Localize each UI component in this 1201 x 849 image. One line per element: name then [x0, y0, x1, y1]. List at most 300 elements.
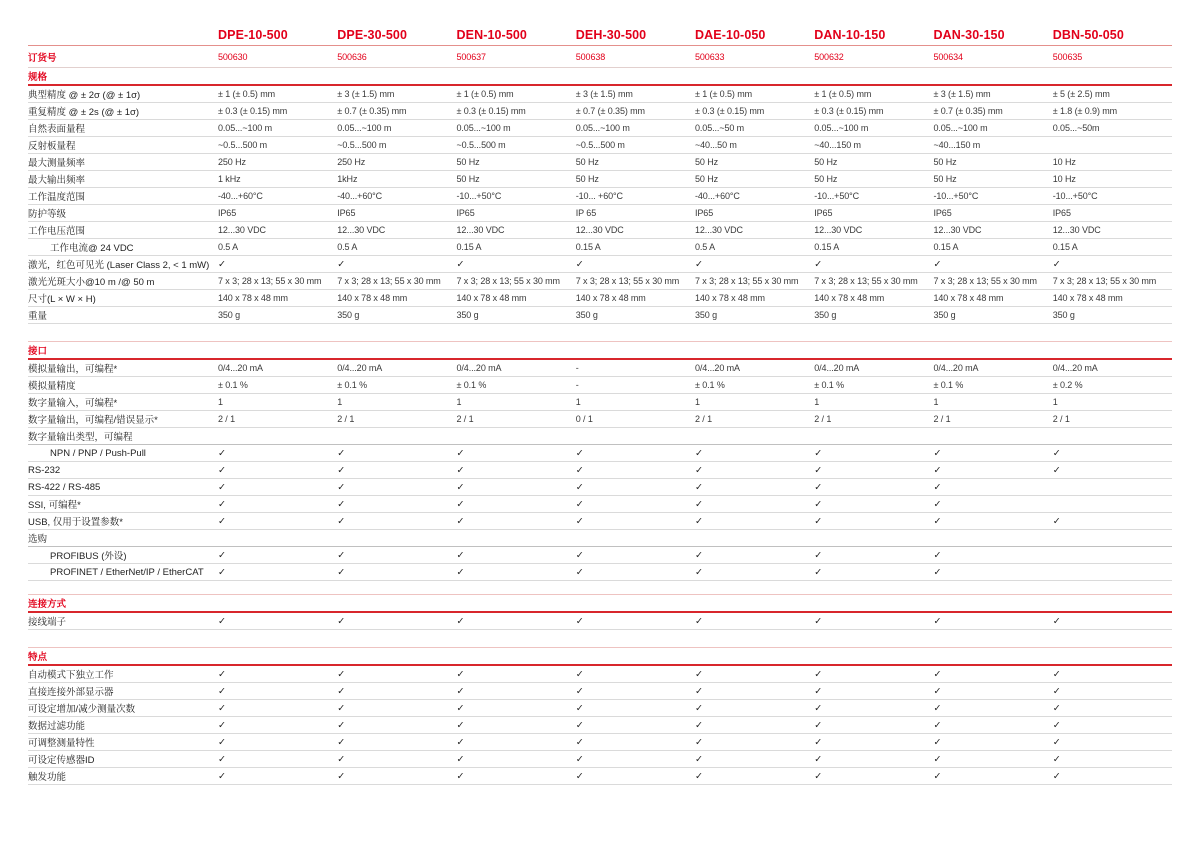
spec-value: ~40...150 m: [814, 140, 861, 150]
section-title: 特点: [28, 652, 48, 663]
spec-value: 0/4...20 mA: [695, 363, 740, 373]
spec-value: ± 0.3 (± 0.15) mm: [218, 106, 288, 116]
check-icon: ✓: [337, 702, 346, 714]
spec-value: 10 Hz: [1052, 174, 1076, 184]
spec-value: 1: [1052, 397, 1058, 407]
spec-value: 1 kHz: [218, 174, 241, 184]
spec-value: 0.05...~50 m: [695, 123, 745, 133]
check-icon: ✓: [337, 498, 346, 510]
spec-value: IP65: [456, 208, 475, 218]
check-icon: ✓: [456, 566, 465, 578]
check-icon: ✓: [695, 515, 703, 527]
spec-value: -: [575, 380, 579, 390]
check-icon: ✓: [456, 753, 465, 765]
section-title-row: [28, 342, 1172, 360]
row-label: PROFINET / EtherNet/IP / EtherCAT: [50, 566, 204, 578]
table-row: [28, 547, 1172, 564]
spec-value: 2 / 1: [337, 414, 355, 424]
row-label: 重复精度 @ ± 2s (@ ± 1σ): [28, 107, 140, 118]
spec-value: ± 0.1 %: [814, 380, 845, 390]
check-icon: ✓: [456, 258, 465, 270]
spec-value: -40...+60°C: [337, 191, 383, 201]
check-icon: ✓: [695, 615, 703, 627]
spec-value: ± 0.3 (± 0.15) mm: [456, 106, 526, 116]
check-icon: ✓: [575, 736, 584, 748]
spec-value: 250 Hz: [218, 157, 246, 167]
check-icon: ✓: [456, 447, 465, 459]
row-label: 典型精度 @ ± 2σ (@ ± 1σ): [28, 90, 141, 101]
spec-value: 12...30 VDC: [456, 225, 505, 235]
spec-value: 140 x 78 x 48 mm: [933, 293, 1004, 303]
spec-value: 2 / 1: [456, 414, 474, 424]
spec-value: IP65: [1052, 208, 1071, 218]
check-icon: ✓: [1052, 702, 1061, 714]
spec-value: ± 0.2 %: [1052, 380, 1083, 390]
spec-value: 140 x 78 x 48 mm: [814, 293, 885, 303]
check-icon: ✓: [814, 770, 823, 782]
check-icon: ✓: [695, 770, 703, 782]
spec-value: 0.15 A: [575, 242, 601, 252]
spec-value: 2 / 1: [814, 414, 832, 424]
table-row: [28, 768, 1172, 785]
model-column-header: DPE-10-500: [218, 28, 288, 42]
spec-value: 140 x 78 x 48 mm: [218, 293, 288, 303]
check-icon: ✓: [575, 258, 584, 270]
check-icon: ✓: [456, 736, 465, 748]
check-icon: ✓: [337, 753, 346, 765]
check-icon: ✓: [695, 685, 703, 697]
check-icon: ✓: [575, 464, 584, 476]
spec-value: ± 0.7 (± 0.35) mm: [933, 106, 1003, 116]
model-header-row: [28, 28, 1172, 46]
check-icon: ✓: [337, 447, 346, 459]
check-icon: ✓: [695, 481, 703, 493]
spec-value: 0.05...~100 m: [933, 123, 988, 133]
section: [28, 341, 1172, 581]
order-number: 500638: [575, 51, 606, 62]
check-icon: ✓: [814, 736, 823, 748]
spec-value: 12...30 VDC: [814, 225, 863, 235]
check-icon: ✓: [814, 515, 823, 527]
check-icon: ✓: [1052, 719, 1061, 731]
row-label: 工作温度范围: [28, 192, 86, 203]
spec-value: ± 3 (± 1.5) mm: [337, 89, 395, 99]
table-row: [28, 377, 1172, 394]
check-icon: ✓: [575, 566, 584, 578]
section: [28, 68, 1172, 324]
row-label: 最大输出频率: [28, 175, 86, 186]
spec-value: ± 0.7 (± 0.35) mm: [575, 106, 645, 116]
spec-value: 0/4...20 mA: [218, 363, 263, 373]
spec-value: 50 Hz: [814, 157, 838, 167]
spec-value: 7 x 3; 28 x 13; 55 x 30 mm: [1052, 276, 1157, 286]
table-row: [28, 445, 1172, 462]
spec-value: ± 0.1 %: [695, 380, 725, 390]
spec-value: 140 x 78 x 48 mm: [1052, 293, 1123, 303]
row-label: 可调整测量特性: [28, 738, 95, 749]
spec-value: IP65: [337, 208, 356, 218]
spec-value: 0.05...~100 m: [337, 123, 392, 133]
check-icon: ✓: [1052, 464, 1061, 476]
spec-value: 50 Hz: [933, 174, 957, 184]
check-icon: ✓: [933, 615, 942, 627]
spec-value: 12...30 VDC: [575, 225, 624, 235]
spec-value: ~0.5...500 m: [337, 140, 387, 150]
check-icon: ✓: [814, 258, 823, 270]
check-icon: ✓: [1052, 685, 1061, 697]
check-icon: ✓: [575, 615, 584, 627]
spec-value: ~0.5...500 m: [456, 140, 506, 150]
spec-value: 1kHz: [337, 174, 358, 184]
spec-value: 1: [695, 397, 700, 407]
spec-value: 250 Hz: [337, 157, 366, 167]
check-icon: ✓: [575, 770, 584, 782]
spec-value: 350 g: [1052, 310, 1075, 320]
check-icon: ✓: [218, 702, 226, 714]
order-number: 500635: [1052, 51, 1083, 62]
spec-value: -10... +60°C: [575, 191, 623, 201]
check-icon: ✓: [337, 615, 346, 627]
spec-sheet-table: [28, 28, 1172, 785]
row-label: 选购: [28, 534, 48, 545]
check-icon: ✓: [933, 566, 942, 578]
row-label: 激光光斑大小@10 m /@ 50 m: [28, 277, 155, 288]
check-icon: ✓: [218, 549, 226, 561]
check-icon: ✓: [933, 258, 942, 270]
model-column-header: DEH-30-500: [575, 28, 647, 42]
row-label: 直接连接外部显示器: [28, 687, 114, 698]
check-icon: ✓: [337, 566, 346, 578]
order-number: 500632: [814, 51, 844, 62]
check-icon: ✓: [814, 719, 823, 731]
section-title-row: [28, 595, 1172, 613]
check-icon: ✓: [695, 753, 703, 765]
spec-value: 1: [814, 397, 820, 407]
check-icon: ✓: [814, 753, 823, 765]
spec-value: ± 0.1 %: [456, 380, 487, 390]
spec-value: 12...30 VDC: [933, 225, 982, 235]
spec-value: 10 Hz: [1052, 157, 1076, 167]
spec-value: 350 g: [456, 310, 479, 320]
spec-value: 50 Hz: [575, 157, 599, 167]
spec-value: 12...30 VDC: [218, 225, 266, 235]
row-label: SSI, 可编程*: [28, 500, 81, 511]
check-icon: ✓: [695, 549, 703, 561]
spec-value: 2 / 1: [933, 414, 951, 424]
check-icon: ✓: [337, 464, 346, 476]
table-row: [28, 428, 1172, 445]
check-icon: ✓: [695, 258, 703, 270]
spec-value: 1: [218, 397, 223, 407]
spec-value: ± 1 (± 0.5) mm: [218, 89, 275, 99]
spec-value: 0.5 A: [337, 242, 358, 252]
check-icon: ✓: [575, 668, 584, 680]
spec-value: IP65: [218, 208, 237, 218]
spec-value: 0.05...~100 m: [814, 123, 869, 133]
row-label: NPN / PNP / Push-Pull: [50, 447, 146, 459]
spec-value: IP65: [933, 208, 952, 218]
check-icon: ✓: [933, 753, 942, 765]
check-icon: ✓: [933, 668, 942, 680]
check-icon: ✓: [337, 685, 346, 697]
table-row: [28, 239, 1172, 256]
table-row: [28, 411, 1172, 428]
spec-value: ± 0.3 (± 0.15) mm: [695, 106, 765, 116]
order-number: 500634: [933, 51, 963, 62]
check-icon: ✓: [575, 719, 584, 731]
table-row: [28, 103, 1172, 120]
table-row: [28, 222, 1172, 239]
check-icon: ✓: [933, 464, 942, 476]
row-label: 数字量输出类型，可编程: [28, 432, 133, 443]
check-icon: ✓: [218, 447, 226, 459]
check-icon: ✓: [933, 719, 942, 731]
spec-value: 0.5 A: [695, 242, 716, 252]
order-number: 500633: [695, 51, 725, 62]
spec-value: 1: [337, 397, 343, 407]
check-icon: ✓: [575, 515, 584, 527]
spec-value: 50 Hz: [695, 174, 719, 184]
check-icon: ✓: [814, 702, 823, 714]
row-label: 重量: [28, 311, 48, 322]
spec-value: ~0.5...500 m: [575, 140, 625, 150]
section-title-row: [28, 68, 1172, 86]
row-label: 可设定传感器ID: [28, 755, 95, 766]
check-icon: ✓: [933, 515, 942, 527]
row-label: 反射板量程: [28, 141, 76, 152]
row-label: 数字量输入，可编程*: [28, 398, 118, 409]
spec-value: 12...30 VDC: [1052, 225, 1101, 235]
spec-value: 0.05...~100 m: [218, 123, 272, 133]
spec-value: 350 g: [695, 310, 718, 320]
spec-value: ~0.5...500 m: [218, 140, 268, 150]
spec-value: 7 x 3; 28 x 13; 55 x 30 mm: [695, 276, 799, 286]
check-icon: ✓: [337, 719, 346, 731]
section-title: 接口: [28, 346, 48, 357]
spec-value: ± 3 (± 1.5) mm: [933, 89, 991, 99]
table-row: [28, 154, 1172, 171]
check-icon: ✓: [933, 447, 942, 459]
spec-value: 350 g: [814, 310, 837, 320]
check-icon: ✓: [218, 736, 226, 748]
spec-value: 50 Hz: [814, 174, 838, 184]
spec-value: ± 0.3 (± 0.15) mm: [814, 106, 884, 116]
check-icon: ✓: [218, 770, 226, 782]
spec-value: 7 x 3; 28 x 13; 55 x 30 mm: [218, 276, 322, 286]
model-column-header: DAN-30-150: [933, 28, 1005, 42]
check-icon: ✓: [1052, 736, 1061, 748]
spec-value: ~40...50 m: [695, 140, 737, 150]
spec-value: 350 g: [337, 310, 360, 320]
table-row: [28, 360, 1172, 377]
row-label: RS-422 / RS-485: [28, 481, 101, 493]
check-icon: ✓: [456, 549, 465, 561]
check-icon: ✓: [1052, 770, 1061, 782]
check-icon: ✓: [218, 719, 226, 731]
spec-value: ± 3 (± 1.5) mm: [575, 89, 633, 99]
row-label: PROFIBUS (外设): [50, 551, 127, 562]
table-row: [28, 683, 1172, 700]
check-icon: ✓: [337, 668, 346, 680]
order-number: 500636: [337, 51, 367, 62]
table-row: [28, 479, 1172, 496]
check-icon: ✓: [218, 753, 226, 765]
spec-value: 7 x 3; 28 x 13; 55 x 30 mm: [456, 276, 560, 286]
spec-value: 2 / 1: [695, 414, 713, 424]
table-row: [28, 751, 1172, 768]
spec-value: 0/4...20 mA: [337, 363, 383, 373]
spec-value: IP 65: [575, 208, 597, 218]
check-icon: ✓: [695, 464, 703, 476]
check-icon: ✓: [695, 719, 703, 731]
check-icon: ✓: [218, 685, 226, 697]
spec-value: ± 0.7 (± 0.35) mm: [337, 106, 407, 116]
spec-value: 0/4...20 mA: [933, 363, 979, 373]
section-title: 连接方式: [28, 599, 67, 610]
spec-value: IP65: [814, 208, 833, 218]
spec-value: -: [575, 363, 579, 373]
check-icon: ✓: [456, 770, 465, 782]
model-column-header: DBN-50-050: [1052, 28, 1124, 42]
check-icon: ✓: [218, 258, 226, 270]
check-icon: ✓: [814, 685, 823, 697]
check-icon: ✓: [814, 464, 823, 476]
check-icon: ✓: [933, 481, 942, 493]
check-icon: ✓: [337, 736, 346, 748]
check-icon: ✓: [456, 719, 465, 731]
model-column-header: DAE-10-050: [695, 28, 766, 42]
spec-value: 50 Hz: [456, 174, 480, 184]
check-icon: ✓: [575, 447, 584, 459]
row-label: 最大测量频率: [28, 158, 86, 169]
table-row: [28, 394, 1172, 411]
row-label: 尺寸(L × W × H): [28, 294, 96, 305]
section: [28, 594, 1172, 630]
check-icon: ✓: [695, 498, 703, 510]
spec-value: 12...30 VDC: [695, 225, 743, 235]
model-column-header: DAN-10-150: [814, 28, 886, 42]
check-icon: ✓: [337, 549, 346, 561]
spec-value: -10...+50°C: [456, 191, 502, 201]
section-title: 规格: [28, 72, 48, 83]
row-label: 工作电压范围: [28, 226, 86, 237]
row-label: 数据过滤功能: [28, 721, 86, 732]
row-label: 模拟量精度: [28, 381, 76, 392]
spec-value: 0.15 A: [933, 242, 959, 252]
model-column-header: DPE-30-500: [337, 28, 408, 42]
spec-value: -40...+60°C: [218, 191, 263, 201]
check-icon: ✓: [695, 702, 703, 714]
spec-value: 50 Hz: [575, 174, 599, 184]
check-icon: ✓: [695, 447, 703, 459]
check-icon: ✓: [456, 615, 465, 627]
check-icon: ✓: [814, 447, 823, 459]
spec-value: 50 Hz: [933, 157, 957, 167]
spec-value: 0.15 A: [456, 242, 482, 252]
spec-value: 1: [933, 397, 939, 407]
spec-value: ± 1 (± 0.5) mm: [456, 89, 514, 99]
table-row: [28, 700, 1172, 717]
check-icon: ✓: [337, 258, 346, 270]
row-label: 数字量输出，可编程/错误显示*: [28, 415, 158, 426]
spec-value: 140 x 78 x 48 mm: [575, 293, 646, 303]
table-row: [28, 717, 1172, 734]
row-label: USB, 仅用于设置参数*: [28, 517, 124, 528]
check-icon: ✓: [575, 753, 584, 765]
spec-value: 7 x 3; 28 x 13; 55 x 30 mm: [933, 276, 1037, 286]
order-number: 500630: [218, 51, 248, 62]
table-row: [28, 120, 1172, 137]
check-icon: ✓: [218, 615, 226, 627]
check-icon: ✓: [933, 685, 942, 697]
spec-value: 50 Hz: [695, 157, 719, 167]
spec-value: 140 x 78 x 48 mm: [456, 293, 527, 303]
check-icon: ✓: [814, 481, 823, 493]
check-icon: ✓: [814, 498, 823, 510]
check-icon: ✓: [456, 515, 465, 527]
spec-value: -10...+50°C: [1052, 191, 1098, 201]
table-row: [28, 734, 1172, 751]
spec-value: 2 / 1: [218, 414, 236, 424]
spec-value: 0.15 A: [814, 242, 840, 252]
check-icon: ✓: [456, 702, 465, 714]
spec-value: 350 g: [933, 310, 956, 320]
spec-value: 50 Hz: [456, 157, 480, 167]
spec-value: 7 x 3; 28 x 13; 55 x 30 mm: [814, 276, 918, 286]
spec-value: ± 1.8 (± 0.9) mm: [1052, 106, 1118, 116]
row-label: 触发功能: [28, 772, 67, 783]
check-icon: ✓: [218, 464, 226, 476]
spec-value: 7 x 3; 28 x 13; 55 x 30 mm: [575, 276, 680, 286]
spec-value: 140 x 78 x 48 mm: [695, 293, 765, 303]
table-row: [28, 564, 1172, 581]
table-row: [28, 613, 1172, 630]
check-icon: ✓: [695, 736, 703, 748]
spec-value: 0.05...~100 m: [456, 123, 511, 133]
check-icon: ✓: [456, 464, 465, 476]
row-label: 激光，红色可见光 (Laser Class 2, < 1 mW): [28, 260, 210, 271]
spec-value: 350 g: [575, 310, 598, 320]
table-row: [28, 86, 1172, 103]
spec-value: 0/4...20 mA: [456, 363, 502, 373]
row-label: 自然表面量程: [28, 124, 86, 135]
spec-value: 0/4...20 mA: [814, 363, 860, 373]
row-label: 防护等级: [28, 209, 67, 220]
check-icon: ✓: [218, 498, 226, 510]
spec-value: ± 1 (± 0.5) mm: [814, 89, 872, 99]
table-row: [28, 462, 1172, 479]
spec-value: ± 0.1 %: [337, 380, 368, 390]
table-row: [28, 307, 1172, 324]
check-icon: ✓: [933, 736, 942, 748]
spec-value: ~40...150 m: [933, 140, 981, 150]
spec-value: 7 x 3; 28 x 13; 55 x 30 mm: [337, 276, 441, 286]
check-icon: ✓: [933, 770, 942, 782]
spec-value: 0/4...20 mA: [1052, 363, 1098, 373]
table-row: [28, 256, 1172, 273]
check-icon: ✓: [456, 481, 465, 493]
table-row: [28, 513, 1172, 530]
spec-value: ± 0.1 %: [218, 380, 248, 390]
spec-value: 0.05...~100 m: [575, 123, 630, 133]
spec-value: 0.5 A: [218, 242, 239, 252]
check-icon: ✓: [575, 498, 584, 510]
check-icon: ✓: [933, 498, 942, 510]
check-icon: ✓: [814, 668, 823, 680]
spec-value: 1: [456, 397, 462, 407]
section: [28, 647, 1172, 785]
table-row: [28, 137, 1172, 154]
